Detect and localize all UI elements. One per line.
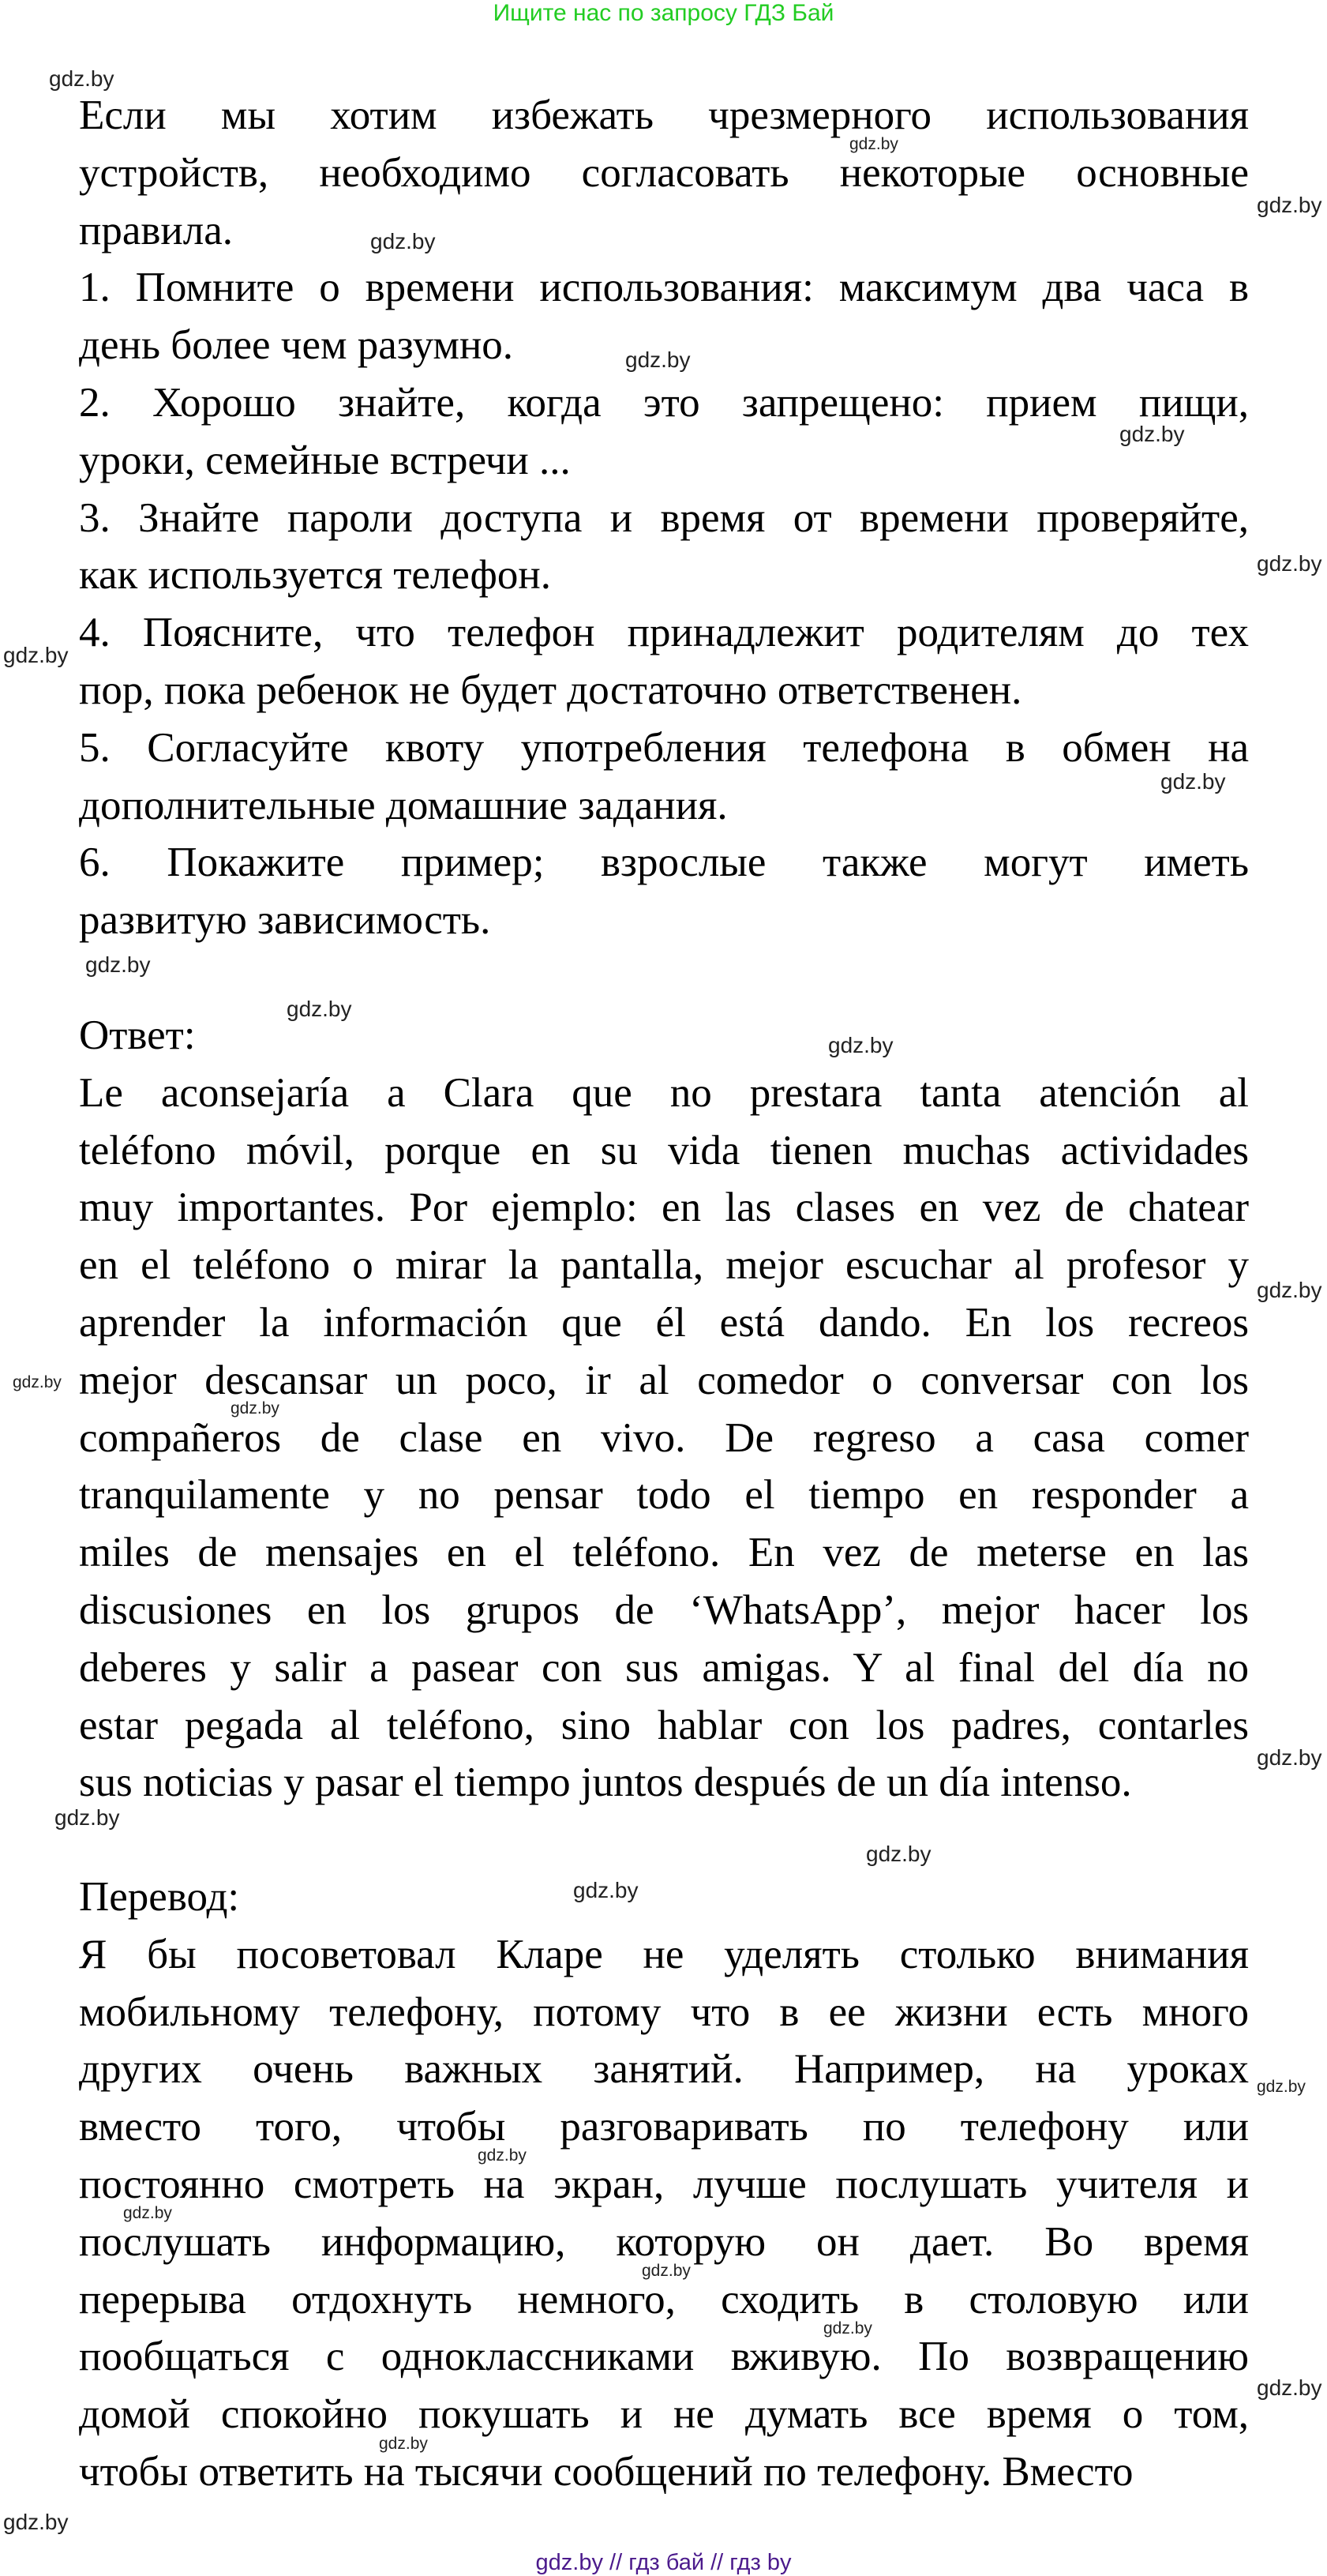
header-banner[interactable]: Ищите нас по запросу ГДЗ Бай (493, 0, 834, 26)
watermark: gdz.by (1257, 1745, 1322, 1770)
text-line: teléfono móvil, porque en su vida tienen muchas actividades (79, 1127, 1249, 1173)
text-line: других очень важных занятий. Например, на уроках (79, 2046, 1249, 2093)
watermark: gdz.by (370, 229, 436, 253)
watermark: gdz.by (379, 2435, 428, 2453)
watermark: gdz.by (287, 997, 352, 1021)
text-line: устройств, необходимо согласовать некоторые основные (79, 149, 1249, 196)
watermark: gdz.by (823, 2319, 872, 2338)
text-line: tranquilamente y no pensar todo el tiempo en responder a (79, 1472, 1249, 1519)
footer-links[interactable]: gdz.by // гдз бай // гдз by (535, 2550, 792, 2575)
watermark: gdz.by (3, 643, 69, 667)
text-line: чтобы ответить на тысячи сообщений по телефону. Вместо (79, 2449, 1134, 2495)
watermark: gdz.by (123, 2204, 172, 2222)
watermark: gdz.by (478, 2146, 527, 2165)
text-line: день более чем разумно. (79, 322, 514, 369)
text-line: послушать информацию, которую он дает. Во время (79, 2218, 1249, 2265)
watermark: gdz.by (13, 1373, 62, 1391)
text-line: пор, пока ребенок не будет достаточно ответственен. (79, 667, 1022, 713)
watermark: gdz.by (642, 2262, 691, 2280)
text-line: estar pegada al teléfono, sino hablar con los padres, contarles (79, 1702, 1249, 1748)
text-line: sus noticias y pasar el tiempo juntos después de un día intenso. (79, 1759, 1132, 1806)
text-line: 3. Знайте пароли доступа и время от времени проверяйте, (79, 494, 1249, 541)
text-line: miles de mensajes en el teléfono. En vez de meterse en las (79, 1530, 1249, 1576)
text-line: en el teléfono o mirar la pantalla, mejor escuchar al profesor y (79, 1242, 1249, 1289)
watermark: gdz.by (849, 135, 898, 153)
text-line: Я бы посоветовал Кларе не уделять столько внимания (79, 1931, 1249, 1977)
watermark: gdz.by (1257, 2375, 1322, 2400)
text-line: 4. Поясните, что телефон принадлежит родителям до тех (79, 610, 1249, 656)
watermark: gdz.by (49, 66, 114, 91)
text-line: Если мы хотим избежать чрезмерного использования (79, 92, 1249, 138)
text-line: discusiones en los grupos de ‘WhatsApp’, mejor hacer los (79, 1587, 1249, 1633)
watermark: gdz.by (85, 952, 151, 977)
text-line: compañeros de clase en vivo. De regreso a casa comer (79, 1414, 1249, 1461)
watermark: gdz.by (231, 1399, 279, 1418)
text-line: muy importantes. Por ejemplo: en las clases en vez de chatear (79, 1185, 1249, 1231)
watermark: gdz.by (625, 347, 691, 372)
watermark: gdz.by (828, 1033, 894, 1057)
text-line: пообщаться с одноклассниками вживую. По возвращению (79, 2334, 1249, 2380)
section-heading: Ответ: (79, 1012, 196, 1058)
watermark: gdz.by (1160, 769, 1226, 794)
text-line: правила. (79, 207, 233, 253)
watermark: gdz.by (1257, 193, 1322, 217)
text-line: домой спокойно покушать и не думать все время о том, (79, 2391, 1249, 2438)
watermark: gdz.by (1257, 2078, 1306, 2096)
text-line: дополнительные домашние задания. (79, 782, 728, 828)
text-line: 6. Покажите пример; взрослые также могут иметь (79, 839, 1249, 886)
text-line: развитую зависимость. (79, 897, 491, 944)
text-line: deberes y salir a pasear con sus amigas. Y al final del día no (79, 1644, 1249, 1691)
text-line: вместо того, чтобы разговаривать по телефону или (79, 2104, 1249, 2150)
watermark: gdz.by (1119, 422, 1185, 446)
text-line: постоянно смотреть на экран, лучше послушать учителя и (79, 2161, 1249, 2207)
text-line: перерыва отдохнуть немного, сходить в столовую или (79, 2276, 1249, 2323)
text-line: Le aconsejaría a Clara que no prestara tanta atención al (79, 1069, 1249, 1116)
text-line: aprender la información que él está dando. En los recreos (79, 1300, 1249, 1346)
text-line: 1. Помните о времени использования: максимум два часа в (79, 265, 1249, 311)
text-line: 5. Согласуйте квоту употребления телефона в обмен на (79, 724, 1249, 771)
watermark: gdz.by (1257, 1278, 1322, 1302)
text-line: 2. Хорошо знайте, когда это запрещено: прием пищи, (79, 380, 1249, 426)
watermark: gdz.by (54, 1805, 120, 1830)
watermark: gdz.by (1257, 551, 1322, 576)
text-line: mejor descansar un poco, ir al comedor o conversar con los (79, 1357, 1249, 1403)
section-heading: Перевод: (79, 1874, 240, 1920)
watermark: gdz.by (573, 1878, 639, 1902)
text-line: как используется телефон. (79, 552, 552, 599)
watermark: gdz.by (866, 1842, 932, 1866)
text-line: уроки, семейные встречи ... (79, 437, 571, 483)
text-line: мобильному телефону, потому что в ее жизни есть много (79, 1988, 1249, 2035)
watermark: gdz.by (3, 2510, 69, 2534)
